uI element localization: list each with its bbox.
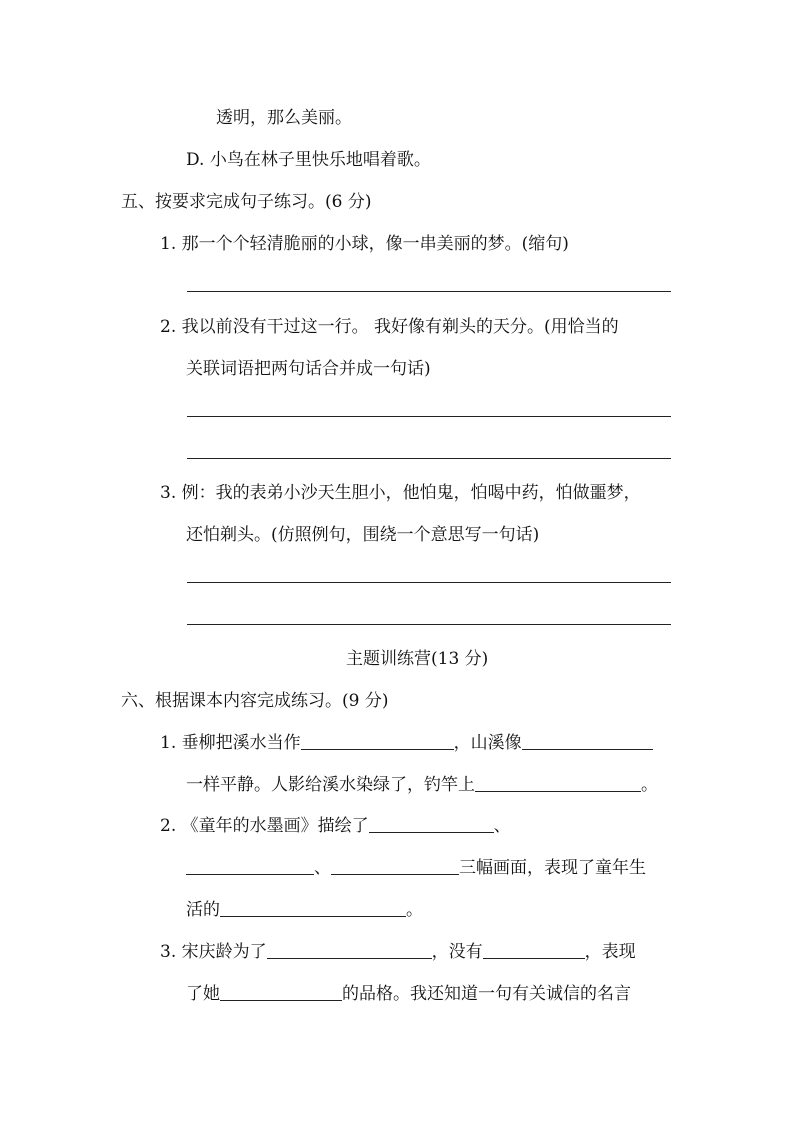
fill-text: 了她 — [186, 984, 220, 1004]
fill-blank[interactable] — [220, 984, 342, 1001]
question-5-3-continued: 还怕剃头。(仿照例句，围绕一个意思写一句话) — [186, 525, 540, 545]
question-6-2-line1 — [160, 816, 511, 836]
fill-blank[interactable] — [220, 900, 406, 917]
fill-blank[interactable] — [522, 733, 653, 750]
fill-text: 三幅画面，表现了童年生 — [459, 858, 646, 878]
fill-text: ，山溪像 — [453, 733, 522, 753]
answer-line — [187, 458, 671, 459]
option-d: D. 小鸟在林子里快乐地唱着歌。 — [186, 150, 431, 170]
question-6-1-line2 — [186, 775, 658, 795]
answer-line — [187, 291, 671, 292]
fill-text: ，没有 — [431, 942, 483, 962]
question-5-1: 1. 那一个个轻清脆丽的小球，像一串美丽的梦。(缩句) — [160, 234, 569, 254]
option-c-continued: 透明，那么美丽。 — [216, 108, 352, 128]
section-five-heading: 五、按要求完成句子练习。(6 分) — [121, 192, 372, 212]
fill-text: 、 — [314, 858, 331, 878]
theme-section-title: 主题训练营(13 分) — [346, 649, 489, 669]
question-6-2-line3 — [186, 900, 423, 920]
fill-blank[interactable] — [331, 858, 459, 875]
fill-text: 的品格。我还知道一句有关诚信的名言 — [342, 984, 631, 1004]
fill-text: 、 — [493, 816, 511, 836]
question-5-2-continued: 关联词语把两句话合并成一句话) — [186, 359, 431, 379]
fill-blank[interactable] — [186, 858, 314, 875]
fill-text: 。 — [641, 775, 658, 795]
question-6-3-line1 — [160, 942, 636, 962]
fill-text: 3. 宋庆龄为了 — [160, 942, 267, 962]
question-5-2: 2. 我以前没有干过这一行。 我好像有剃头的天分。(用恰当的 — [160, 317, 619, 337]
fill-blank[interactable] — [369, 816, 494, 833]
question-5-3: 3. 例：我的表弟小沙天生胆小，他怕鬼，怕喝中药，怕做噩梦， — [160, 483, 641, 503]
fill-text: 1. 垂柳把溪水当作 — [160, 733, 301, 753]
fill-text: ，表现 — [584, 942, 636, 962]
question-6-2-line2 — [186, 858, 646, 878]
question-6-3-line2 — [186, 984, 631, 1004]
section-six-heading: 六、根据课本内容完成练习。(9 分) — [121, 691, 389, 711]
fill-text: 2. 《童年的水墨画》描绘了 — [160, 816, 369, 836]
fill-text: 活的 — [186, 900, 220, 920]
fill-blank[interactable] — [483, 942, 585, 959]
fill-blank[interactable] — [475, 775, 641, 792]
fill-text: 。 — [406, 900, 423, 920]
fill-text: 一样平静。人影给溪水染绿了，钓竿上 — [186, 775, 475, 795]
answer-line — [187, 624, 671, 625]
fill-blank[interactable] — [267, 942, 432, 959]
answer-line — [187, 582, 671, 583]
question-6-1-line1 — [160, 733, 653, 753]
fill-blank[interactable] — [301, 733, 454, 750]
answer-line — [187, 416, 671, 417]
